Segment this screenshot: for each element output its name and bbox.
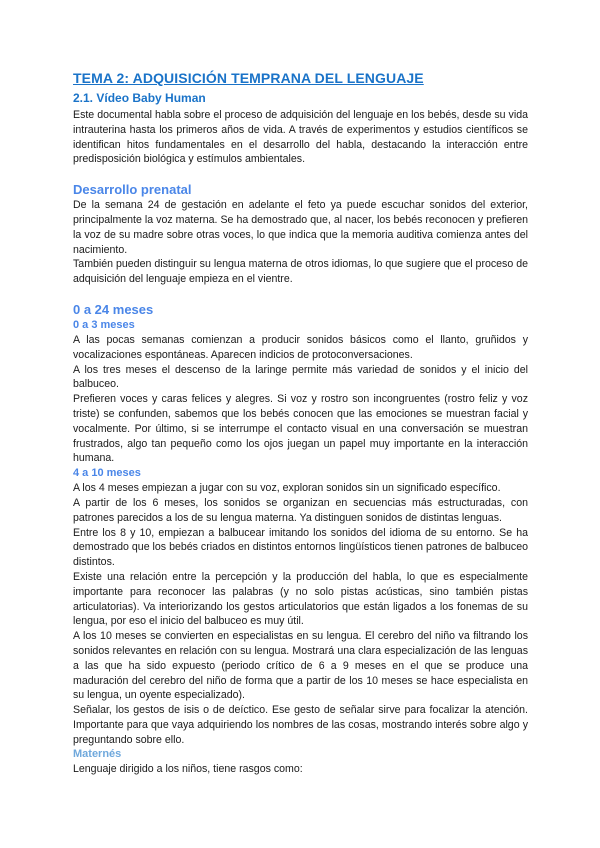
document-title: TEMA 2: ADQUISICIÓN TEMPRANA DEL LENGUAJE bbox=[73, 70, 424, 86]
prenatal-heading: Desarrollo prenatal bbox=[73, 182, 192, 198]
paragraph-0-3-1: A las pocas semanas comienzan a producir sonidos básicos como el llanto, gruñidos y vocalizaciones espontáneas. Aparecen indicios de protoconversaciones. bbox=[73, 333, 528, 361]
paragraph-4-10-1: A los 4 meses empiezan a jugar con su voz, exploran sonidos sin un significado específico. bbox=[73, 482, 501, 495]
months-heading: 0 a 24 meses bbox=[73, 301, 154, 317]
section-subtitle: 2.1. Vídeo Baby Human bbox=[73, 91, 206, 105]
intro-paragraph: Este documental habla sobre el proceso de adquisición del lenguaje en los bebés, desde su vida intrauterina hasta los primeros años de vida. A través de experimentos y estudios científicos se identifican hitos fundamentales en el desarrollo del habla, destacando la interacción entre predisposición biológica y estímulos ambientales. bbox=[73, 109, 528, 166]
paragraph-0-3-2: A los tres meses el descenso de la laringe permite más variedad de sonidos y el inicio del balbuceo. bbox=[73, 363, 528, 391]
subheading-4-10: 4 a 10 meses bbox=[73, 467, 141, 480]
prenatal-paragraph-2: También pueden distinguir su lengua materna de otros idiomas, lo que sugiere que el proceso de adquisición del lenguaje empieza en el vientre. bbox=[73, 258, 528, 286]
paragraph-4-10-6: Señalar, los gestos de isis o de deíctico. Ese gesto de señalar sirve para focalizar la atención. Importante para que vaya adquiriendo los nombres de las cosas, mostrando interés sobre algo y preguntando sobre ello. bbox=[73, 704, 528, 746]
paragraph-0-3-3: Prefieren voces y caras felices y alegres. Si voz y rostro son incongruentes (rostro feliz y voz triste) se confunden, sabemos que los bebés conocen que las emociones se muestran facial y vocalmente. Por último, si se interrumpe el contacto visual en una conversación se muestran frustrados, algo tan pequeño como los ojos juegan un papel muy importante en la interacción humana. bbox=[73, 393, 528, 465]
paragraph-4-10-3: Entre los 8 y 10, empiezan a balbucear imitando los sonidos del idioma de su entorno. Se ha demostrado que los bebés criados en distintos entornos lingüísticos tienen patrones de balbuceo distintos. bbox=[73, 526, 528, 569]
subheading-maternes: Maternés bbox=[73, 748, 122, 761]
paragraph-4-10-5: A los 10 meses se convierten en especialistas en su lengua. El cerebro del niño va filtrando los sonidos relevantes en relación con su lengua. Mostrará una clara especialización de las lenguas a las que ha sido expuesto (periodo crítico de 6 a 9 meses en el que se produce una maduración del cerebro del niño de forma que a partir de los 10 meses se hace especialista en su lengua, un oyente especializado). bbox=[73, 630, 528, 702]
paragraph-maternes: Lenguaje dirigido a los niños, tiene rasgos como: bbox=[73, 763, 303, 776]
subheading-0-3: 0 a 3 meses bbox=[73, 318, 135, 331]
paragraph-4-10-4: Existe una relación entre la percepción y la producción del habla, lo que es especialmente importante para reconocer las palabras (y no solo pistas acústicas, sino también pistas articulatorias). Va interiorizando los gestos articulatorios que están ligados a los fonemas de su lengua, por eso el inicio del balbuceo es muy útil. bbox=[73, 570, 528, 628]
document-content bbox=[73, 69, 528, 777]
paragraph-4-10-2: A partir de los 6 meses, los sonidos se organizan en secuencias más estructuradas, con patrones parecidos a los de su lengua materna. Ya distinguen sonidos de distintas lenguas. bbox=[73, 496, 528, 524]
prenatal-paragraph-1: De la semana 24 de gestación en adelante el feto ya puede escuchar sonidos del exterior, principalmente la voz materna. Se ha demostrado que, al nacer, los bebés reconocen y prefieren la voz de su madre sobre otras voces, lo que indica que la memoria auditiva comienza antes del nacimiento. bbox=[73, 199, 528, 256]
